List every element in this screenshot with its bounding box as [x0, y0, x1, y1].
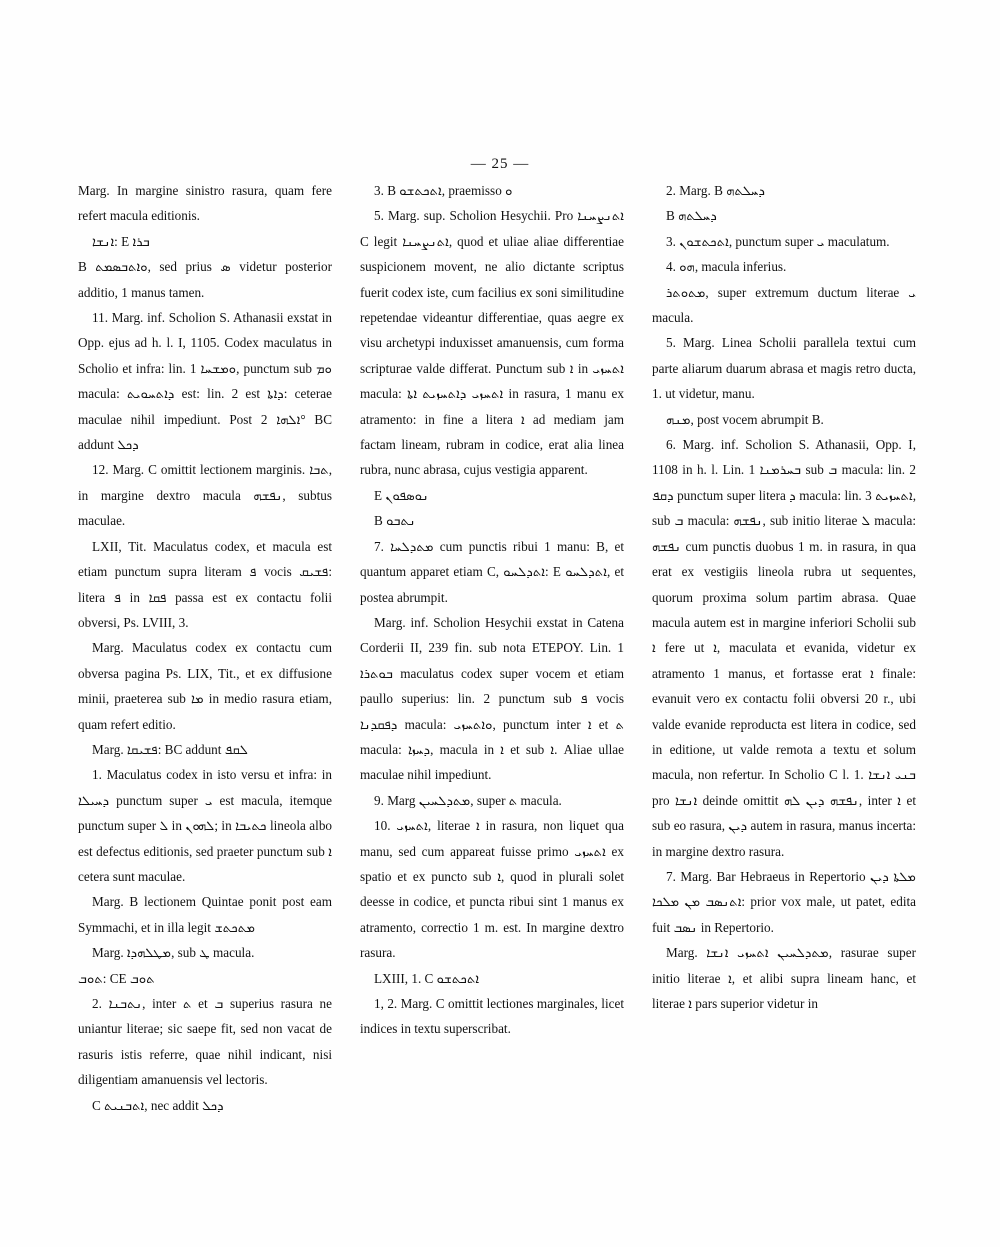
paragraph: ܬܘܒ: CE ܬܘܒ: [78, 970, 155, 986]
text-column-middle: [360, 178, 624, 1042]
paragraph: B ܢܬܒܘ: [374, 513, 416, 529]
paragraph: Marg. Maculatus codex ex contactu cum obversa pagina Ps. LIX, Tit., et ex diffusione minii, praeterea sub ܡܐ in medio rasura etiam, quam refert editio.: [78, 640, 332, 732]
paragraph: Marg. In margine sinistro rasura, quam fere refert macula editionis.: [78, 183, 332, 224]
paragraph: E ܢܘܣܦܘܢ: [374, 487, 429, 503]
paragraph: Marg. ܡܛܠܗܕܐ, sub ܛ macula.: [92, 945, 255, 961]
text-column-left: [78, 178, 332, 1118]
paragraph: 3. ܐܬܟܬܫܘܢ, punctum super ܝ maculatum.: [666, 233, 890, 249]
paragraph: LXIII, 1. C ܐܬܟܬܫܘ: [374, 970, 480, 986]
paragraph: 7. ܡܬܕܠܚܐ cum punctis ribui 1 manu: B, et quantum apparet etiam C, ܐܬܕܠܚܘ: E ܐܬܕܠܚܘ, et postea abrumpit.: [360, 538, 625, 605]
paragraph: 12. Marg. C omittit lectionem marginis. ܬܒܐ, in margine dextro macula ܢܦܫܗ, subtus maculae.: [78, 462, 332, 529]
paragraph: 11. Marg. inf. Scholion S. Athanasii exstat in Opp. ejus ad h. l. I, 1105. Codex maculatus in Scholio et infra: lin. 1 ܘܡܫܚܐ, punctum sub ܘܡ macula: ܕܐܬܚܘܝܬ est: lin. 2 est ܕܐܬܐ: ceterae maculae nihil impediunt. Post ܐܠܗܐ 2° BC addunt ܕܟܠ: [78, 310, 332, 453]
paragraph: ܐܢܫܐ: E ܒܪܐ: [92, 233, 150, 249]
paragraph: 6. Marg. inf. Scholion S. Athanasii, Opp. I, 1108 in h. l. Lin. 1 ܒܚܪܡܢܐ sub ܒ macula: lin. 2 ܕܩܦ punctum super litera ܕ macula: lin. 3 ܐܬܚܙܝܬ, sub ܒ macula: ܢܦܫܗ, sub initio literae ܠ macula: ܢܦܫܗ cum punctis duobus 1 m. in rasura, in qua erat ex vestigiis lineola rubra ut sequentes, quorum proxima solum partim abrasa. Quae macula autem est in margine inferiori Scholii sub ܐ fere ut ܐ, maculata et evanida, videtur ex atramento 1 manus, et fortasse erat ܐ finale: evanuit vero ex contactu folii obversi 20 r., ubi valde evanide reproducta est litera in codice, sed in editione, ut valde remota a textu et solum macula, non refertur. In Scholio C l. 1. ܒܢܝ ܐܢܫܐ pro ܐܢܫܐ deinde omittit ܢܦܫܗ ܕܝܢ ܠܗ, inter ܐ et sub eo rasura, ܕܝܢ autem in rasura, manus incerta: in margine dextro rasura.: [652, 437, 917, 859]
paragraph: LXII, Tit. Maculatus codex, et macula est etiam punctum supra literam ܦ vocis ܦܫܝܩ: litera ܦ in ܦܩܐ passa est ex contactu folii obversi, Ps. LVIII, 3.: [78, 538, 332, 630]
text-column-right: [652, 178, 916, 1016]
paragraph: Marg. ܦܫܝܩܐ: BC addunt ܠܩܦ: [92, 741, 248, 757]
paragraph: Marg. inf. Scholion Hesychii exstat in Catena Corderii II, 239 fin. sub nota ΕΤΕΡΟΥ. Lin. 1 ܒܘܬܪܐ maculatus codex super vocem et etiam paullo superius: lin. 2 punctum sub ܦ vocis ܕܦܩܕܢܐ macula: ܘܐܬܚܙܝ, punctum inter ܐ et ܬ macula: ܕܚܙܐ, macula in ܐ et sub ܐ. Aliae ullae maculae nihil impediunt.: [360, 614, 624, 783]
paragraph: 7. Marg. Bar Hebraeus in Repertorio ܡܠܬܐ ܕܝܢ ܐܬܢܣܒ ܡܢ ܡܠܟܐ: prior vox male, ut patet, edita fuit ܢܣܒ in Repertorio.: [652, 868, 916, 935]
paragraph: 1, 2. Marg. C omittit lectiones marginales, licet indices in textu superscribat.: [360, 996, 624, 1037]
paragraph: 5. Marg. sup. Scholion Hesychii. Pro ܐܬܢܨܚܢܐ C legit ܐܬܢܨܚܢܐ, quod et uliae aliae differentiae suspicionem movent, ne alio dictante scriptus fuerit codex iste, cum facilius ex soni similitudine repetendae videantur differentiae, quas aegre ex visu archetypi induxisset amanuensis, cum forma scripturae valde differat. Punctum sub ܐ in ܐܬܚܙܝ macula: ܐܬܚܙܝ ܕܐܬܚܙܝܬ ܐܬܐ in rasura, 1 manu ex atramento: in fine a litera ܐ ad mediam jam factam lineam, rubram in codice, erat alia linea rubra, nunc abrasa, cujus vestigia apparent.: [360, 208, 625, 478]
paragraph: 1. Maculatus codex in isto versu et infra: in ܕܚܝܠܐ punctum super ܝ est macula, itemque punctum super ܠ in ܠܗܘܢ; in ܟܬܝܒܐ lineola albo est defectus editionis, sed praeter punctum sub ܐ cetera sunt maculae.: [78, 767, 333, 884]
paragraph: B ܘܐܬܒܣܡܬ, sed prius ܣ videtur posterior additio, 1 manus tamen.: [78, 259, 333, 300]
paragraph: ܡܢܗ, post vocem abrumpit B.: [666, 411, 824, 427]
paragraph: ܡܬܘܬܪ, super extremum ductum literae ܝ macula.: [652, 284, 916, 326]
paragraph: C ܐܬܒܢܝܬ, nec addit ܕܟܠ: [92, 1097, 224, 1113]
paragraph: Marg. B lectionem Quintae ponit post eam Symmachi, et in illa legit ܡܬܟܬܫ: [78, 894, 332, 935]
page-number: — 25 —: [470, 156, 530, 172]
paragraph: 4. ܗܘ, macula inferius.: [666, 259, 787, 275]
paragraph: 10. ܐܬܚܙܝ, literae ܐ in rasura, non liquet qua manu, sed cum appareat fuisse primo ܐܬܚܙܝ ex spatio et ex puncto sub ܐ, quod in plurali solet deesse in codice, et puncta ribui sint 1 manus ex atramento, correctio 1 m. est. In margine dextro rasura.: [360, 818, 625, 961]
paragraph: 2. ܢܬܒܢܐ, inter ܬ et ܒ superius rasura ne uniantur literae; sic saepe fit, sed non vacat de rasuris istis referre, quae nihil indicant, nisi diligentiam amanuensis vel lectoris.: [78, 996, 333, 1088]
paragraph: 5. Marg. Linea Scholii parallela textui cum parte aliarum duarum abrasa et magis retro ducta, 1. ut videtur, manu.: [652, 335, 916, 402]
paragraph: B ܕܚܠܬܗ: [666, 208, 717, 224]
paragraph: 2. Marg. B ܕܚܠܬܗ: [666, 183, 766, 198]
paragraph: Marg. ܡܬܕܠܚܝܢ ܐܬܚܙܝ ܐܢܫܐ, rasurae super initio literae ܐ, et alibi supra lineam hanc, et literae ܐ pars superior videtur in: [652, 945, 916, 1011]
paragraph: 3. B ܐܬܟܬܫܘ, praemisso ܘ: [374, 183, 513, 198]
paragraph: 9. Marg ܡܬܕܠܚܝܢ, super ܬ macula.: [374, 792, 562, 808]
